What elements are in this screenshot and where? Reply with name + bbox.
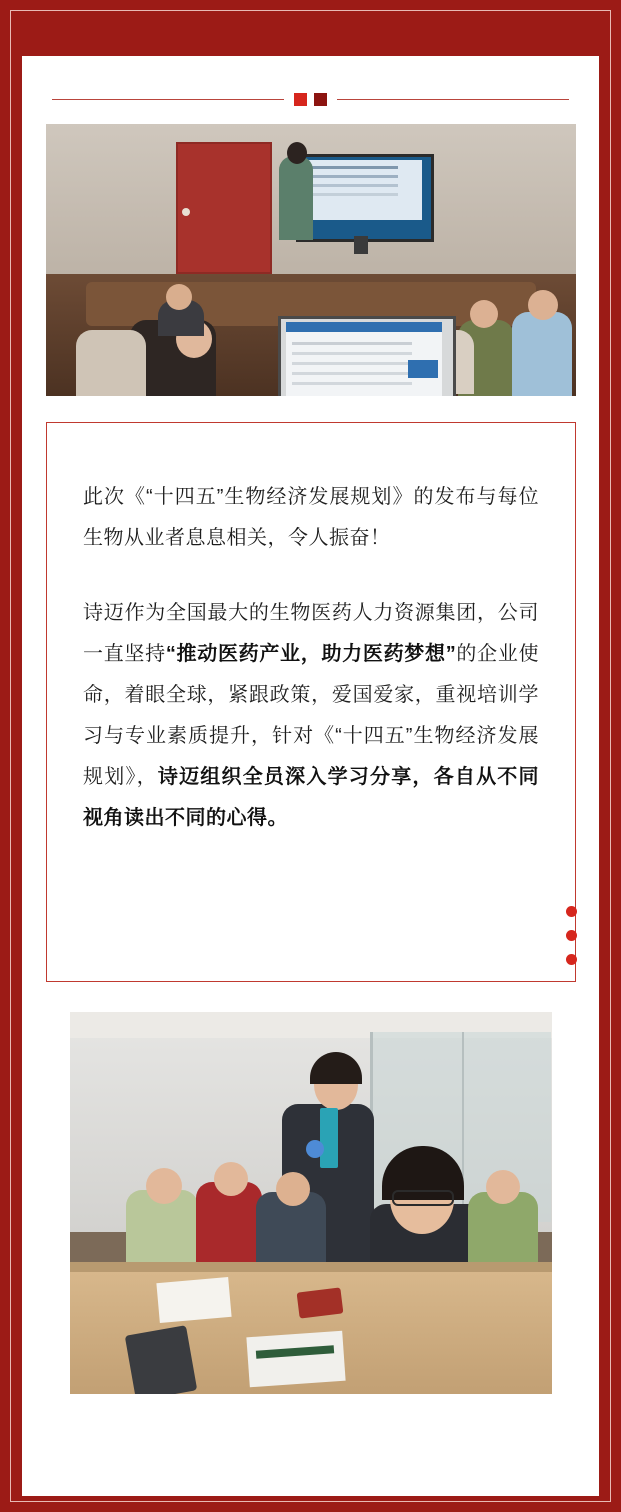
photo1-screen-stand xyxy=(354,236,368,254)
photo1-attendee-right2-head xyxy=(528,290,558,320)
photo1-screen-content xyxy=(302,160,422,220)
side-dot-3-icon xyxy=(566,954,577,965)
photo1-laptop-rows xyxy=(292,342,412,345)
photo2-table-edge xyxy=(70,1262,552,1272)
deco-line-right xyxy=(337,99,569,100)
top-decoration xyxy=(22,92,599,106)
deco-line-left xyxy=(52,99,284,100)
side-dot-decoration xyxy=(566,906,577,965)
photo2-phone-icon xyxy=(306,1140,324,1158)
paragraph-2-segment-1: 诗迈作为全国最大的生物医药人力资源集团，公司一直坚持 xyxy=(83,602,539,665)
photo1-presenter-head xyxy=(287,142,307,164)
photo2-attendee-2-head xyxy=(214,1162,248,1196)
paragraph-2-segment-3: 的企业使命，着眼全球，紧跟政策，爱国爱家，重视培训学习与专业素质提升，针对《“十四五”生物经济发展规划》， xyxy=(83,643,540,788)
paragraph-2-segment-2-mission: “推动医药产业，助力医药梦想” xyxy=(165,643,457,665)
photo2-attendee-1-head xyxy=(146,1168,182,1204)
photo1-laptop-button xyxy=(408,360,438,378)
photo2-open-book xyxy=(246,1331,345,1388)
photo1-attendee-right1-head xyxy=(470,300,498,328)
paragraph-1 xyxy=(83,477,539,559)
photo1-presenter-body xyxy=(279,156,313,240)
photo2-standing-man-lanyard xyxy=(320,1108,338,1168)
meeting-room-presentation-photo xyxy=(46,124,576,396)
square-dark-icon xyxy=(314,93,327,106)
photo1-attendee-left3-head xyxy=(166,284,192,310)
paragraph-1-segment-1: 此次《“十四五”生物经济发展规划》的发布与每位生物从业者息息相关，令人振奋！ xyxy=(83,486,539,549)
article-text-inner xyxy=(47,423,575,839)
photo2-glasses-icon xyxy=(392,1190,454,1206)
photo1-door xyxy=(176,142,272,274)
article-text-card xyxy=(46,422,576,982)
photo2-notebook xyxy=(156,1277,231,1323)
photo2-attendee-4-head xyxy=(486,1170,520,1204)
paragraph-2-segment-4-highlight: 诗迈组织全员深入学习分享，各自从不同视角读出不同的心得。 xyxy=(83,766,540,829)
photo2-red-folder xyxy=(297,1287,344,1318)
photo1-attendee-right2-body xyxy=(512,312,572,396)
photo1-laptop-screen xyxy=(286,322,442,396)
photo2-tablet xyxy=(125,1325,198,1394)
photo1-door-knob xyxy=(182,208,190,216)
square-bright-icon xyxy=(294,93,307,106)
deco-squares xyxy=(294,93,327,106)
photo1-screen-text-lines xyxy=(308,166,398,169)
paragraph-2 xyxy=(83,593,539,839)
photo1-laptop-titlebar xyxy=(286,322,442,332)
photo2-attendee-3-head xyxy=(276,1172,310,1206)
photo1-attendee-left2-body xyxy=(76,330,146,396)
team-discussion-photo xyxy=(70,1012,552,1394)
side-dot-2-icon xyxy=(566,930,577,941)
side-dot-1-icon xyxy=(566,906,577,917)
